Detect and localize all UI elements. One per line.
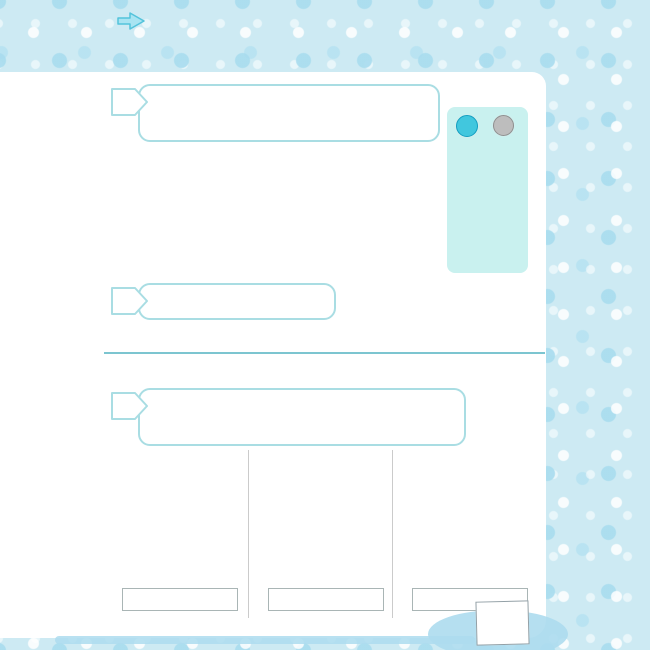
task3-badge [110,390,150,422]
panel-divider [248,450,249,618]
page-number-box [475,600,529,645]
panel-divider [392,450,393,618]
task2-badge [110,285,150,317]
task2-box [138,283,336,320]
ten-coin [456,115,478,137]
numberline-axis [104,352,545,354]
footer-wave-decoration [55,636,475,644]
header-arrow-icon [116,10,146,37]
tally-panel [447,107,528,273]
tally-header [447,107,528,137]
task1-badge [110,86,150,118]
page-header [116,10,157,37]
answer-strip [268,588,384,611]
unit-coin-gray [493,115,514,136]
numberline [104,330,545,376]
answer-strip [122,588,238,611]
task3-box [138,388,466,446]
task1-box [138,84,440,142]
